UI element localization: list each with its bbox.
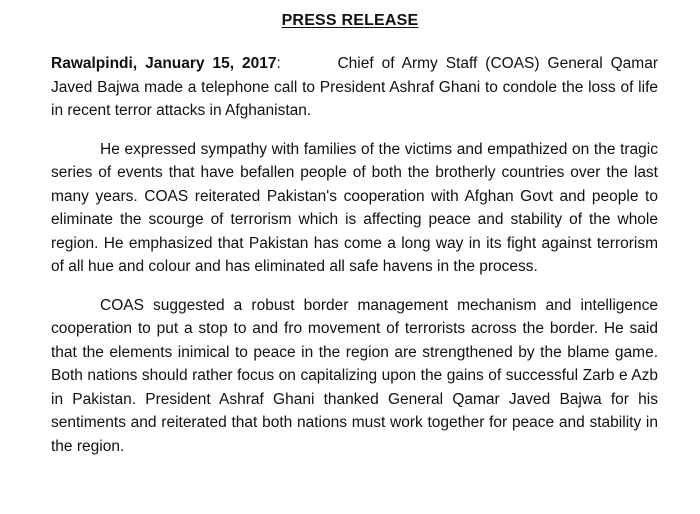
paragraph-2: He expressed sympathy with families of the victims and empathized on the tragic series of events that have befallen people of both the brotherly countries over the last many years. COAS reiterated Pakistan's cooperation with Afghan Govt and people to eliminate the scourge of terrorism which is affecting peace and stability of the whole region. He emphasized that Pakistan has come a long way in its fight against terrorism of all hue and colour and has eliminated all safe havens in the process. (51, 140, 658, 275)
page-title: PRESS RELEASE (281, 12, 419, 29)
paragraph-3: COAS suggested a robust border management mechanism and intelligence cooperation to put a stop to and fro movement of terrorists across the border. He said that the elements inimical to peace in the region are strengthened by the blame game. Both nations should rather focus on capitalizing upon the gains of successful Zarb e Azb in Pakistan. President Ashraf Ghani thanked General Qamar Javed Bajwa for his sentiments and reiterated that both nations must work together for peace and stability in the region. (51, 296, 658, 455)
paragraph-1 (51, 52, 658, 123)
dateline: Rawalpindi, January 15, 2017 (51, 55, 277, 72)
press-release-body (51, 52, 658, 458)
dateline-separator: : (276, 55, 281, 72)
paragraph-1-text: Chief of Army Staff (COAS) General Qamar Javed Bajwa made a telephone call to President Ashraf Ghani to condole the loss of life in recent terror attacks in Afghanistan. (51, 55, 658, 119)
